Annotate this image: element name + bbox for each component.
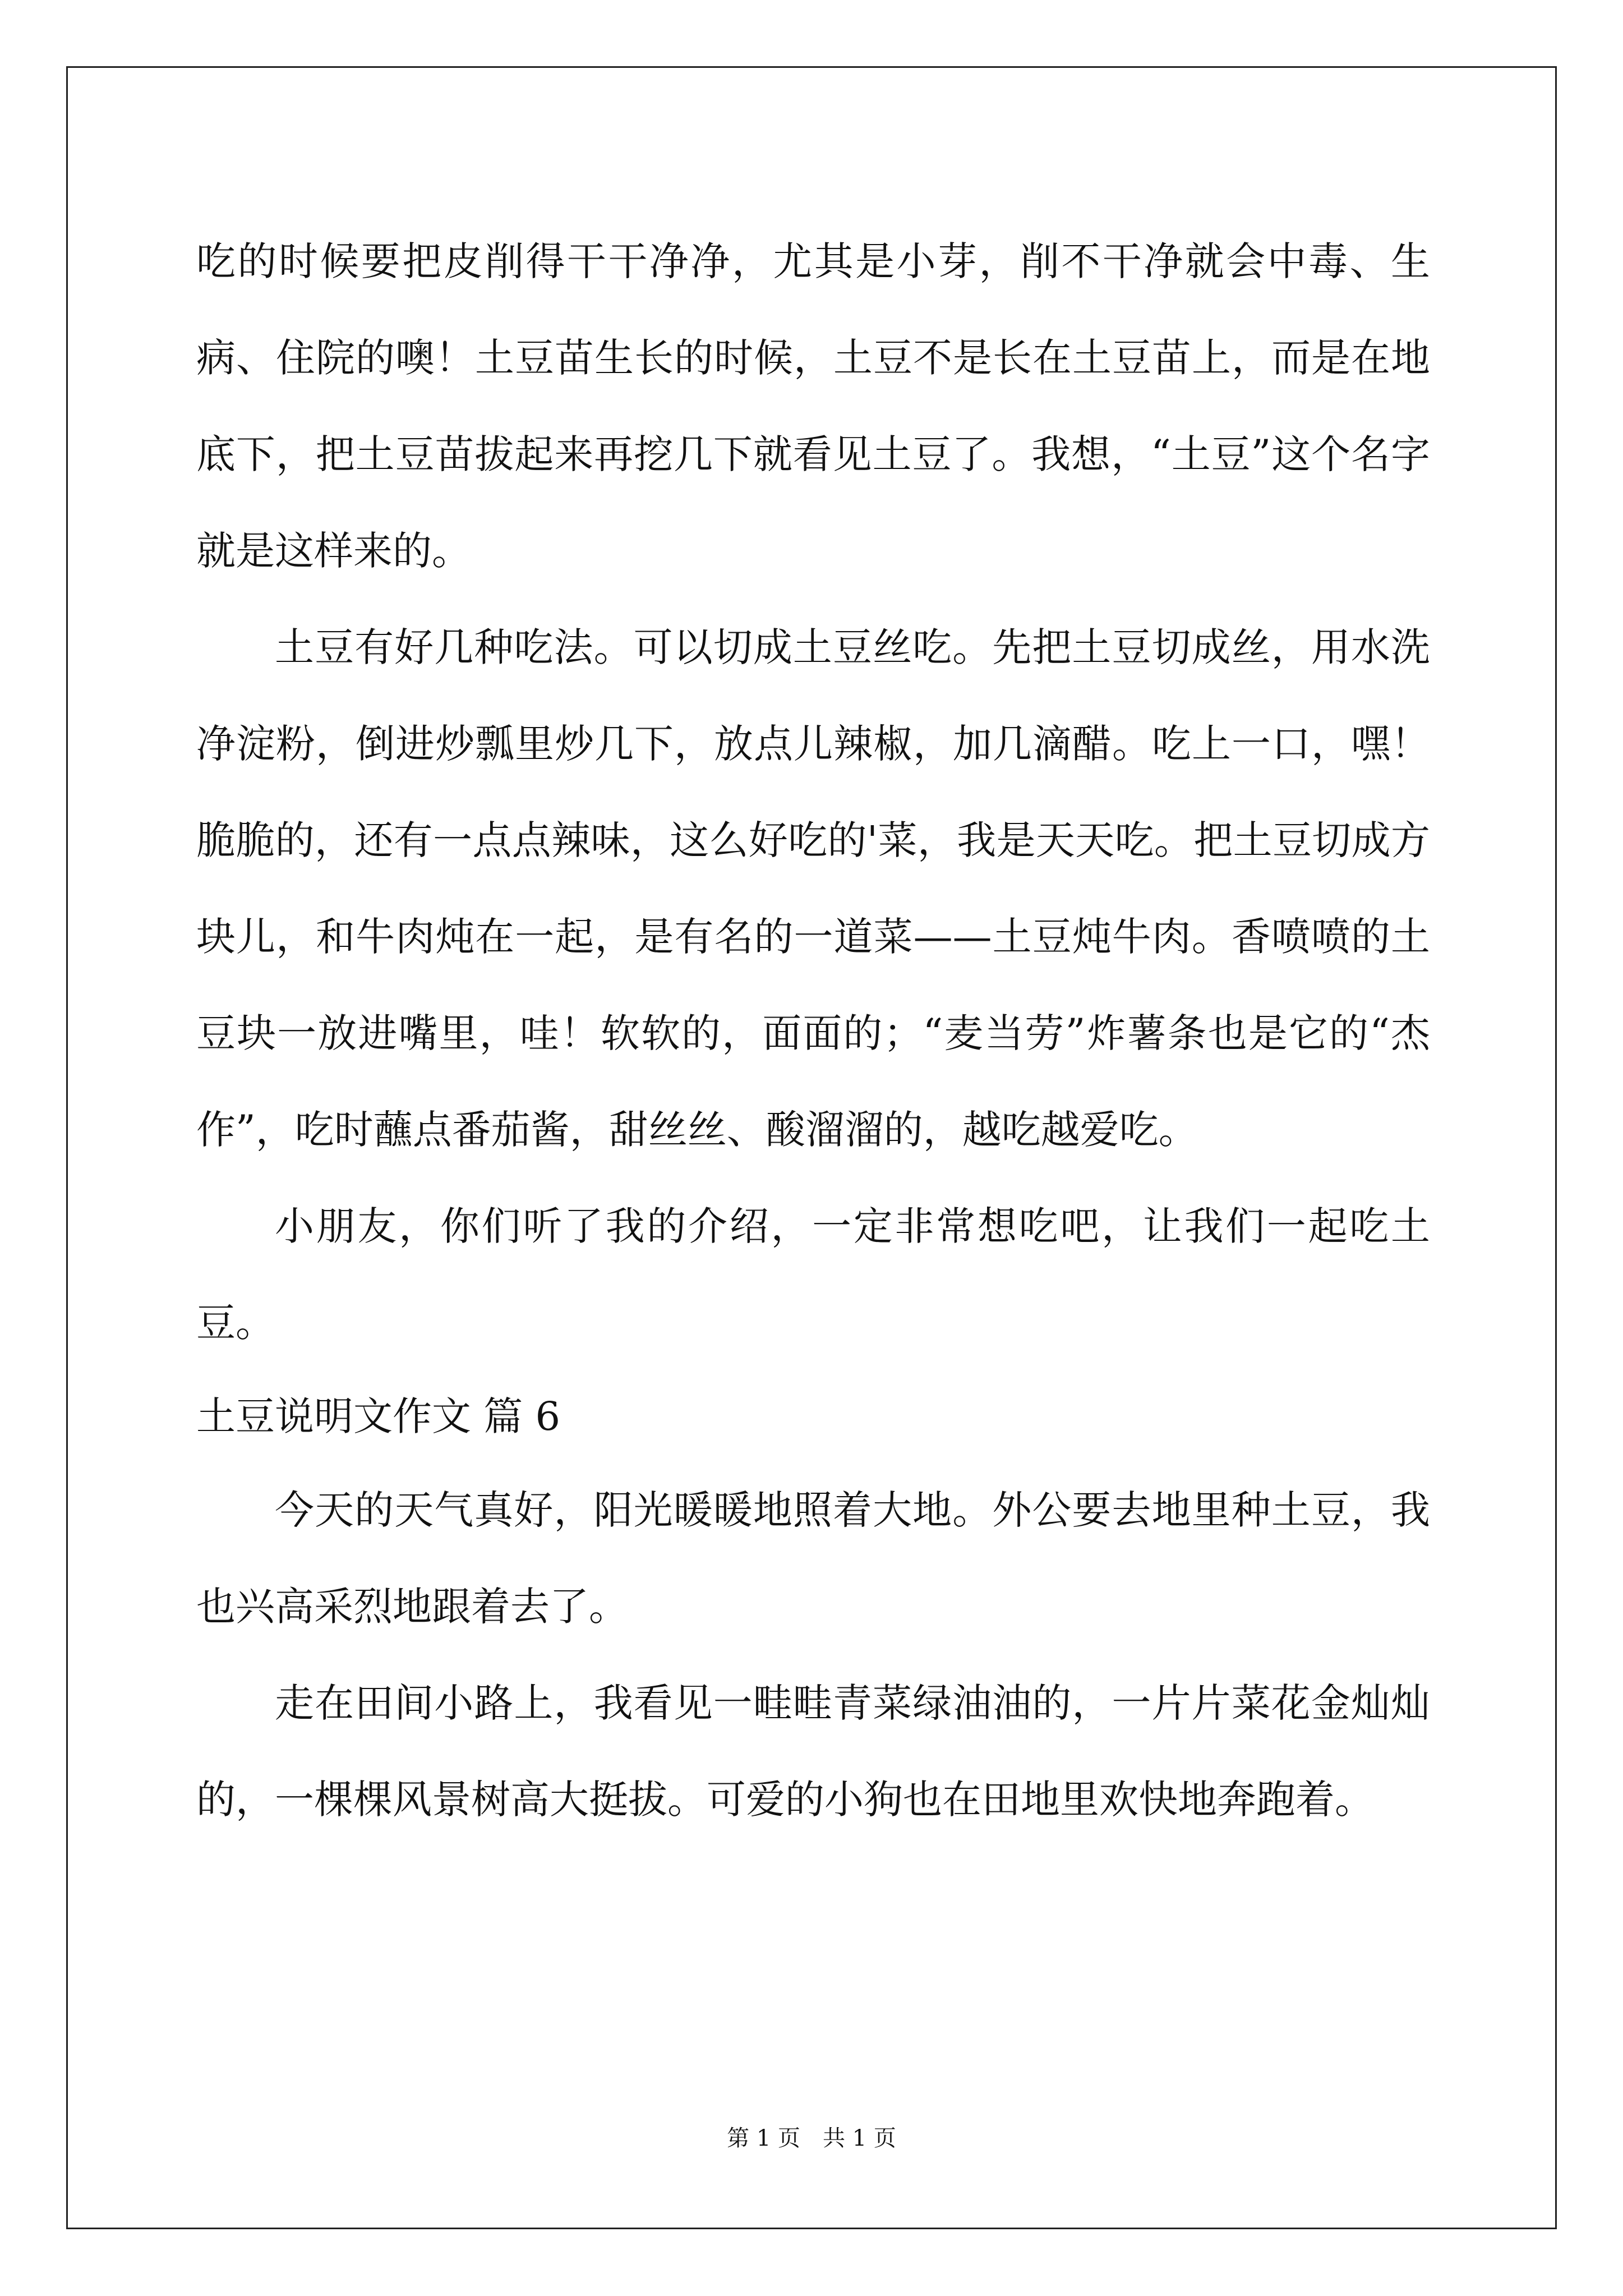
paragraph-eating-methods: 土豆有好几种吃法。可以切成土豆丝吃。先把土豆切成丝，用水洗净淀粉，倒进炒瓢里炒几下，放点儿辣椒，加几滴醋。吃上一口，嘿！脆脆的，还有一点点辣味，这么好吃的'菜，我是天天吃。把土豆切成方块儿，和牛肉炖在一起，是有名的一道菜——土豆炖牛肉。香喷喷的土豆块一放进嘴里，哇！软软的，面面的；“麦当劳”炸薯条也是它的“杰作”，吃时蘸点番茄酱，甜丝丝、酸溜溜的，越吃越爱吃。 — [196, 624, 1430, 1153]
page-footer: 第 1 页 共 1 页 — [727, 2125, 896, 2151]
paragraph-continuation: 吃的时候要把皮削得干干净净，尤其是小芽，削不干净就会中毒、生病、住院的噢！土豆苗生长的时候，土豆不是长在土豆苗上，而是在地底下，把土豆苗拔起来再挖几下就看见土豆了。我想，“土豆”这个名字就是这样来的。 — [196, 238, 1430, 574]
paragraph-weather: 今天的天气真好，阳光暖暖地照着大地。外公要去地里种土豆，我也兴高采烈地跟着去了。 — [196, 1487, 1430, 1630]
paragraph-field-path: 走在田间小路上，我看见一畦畦青菜绿油油的，一片片菜花金灿灿的，一棵棵风景树高大挺拔。可爱的小狗也在田地里欢快地奔跑着。 — [196, 1680, 1430, 1823]
document-body — [196, 213, 1430, 1848]
section-heading: 土豆说明文作文 篇 6 — [196, 1393, 561, 1439]
paragraph-invitation: 小朋友，你们听了我的介绍，一定非常想吃吧，让我们一起吃土豆。 — [196, 1203, 1430, 1346]
